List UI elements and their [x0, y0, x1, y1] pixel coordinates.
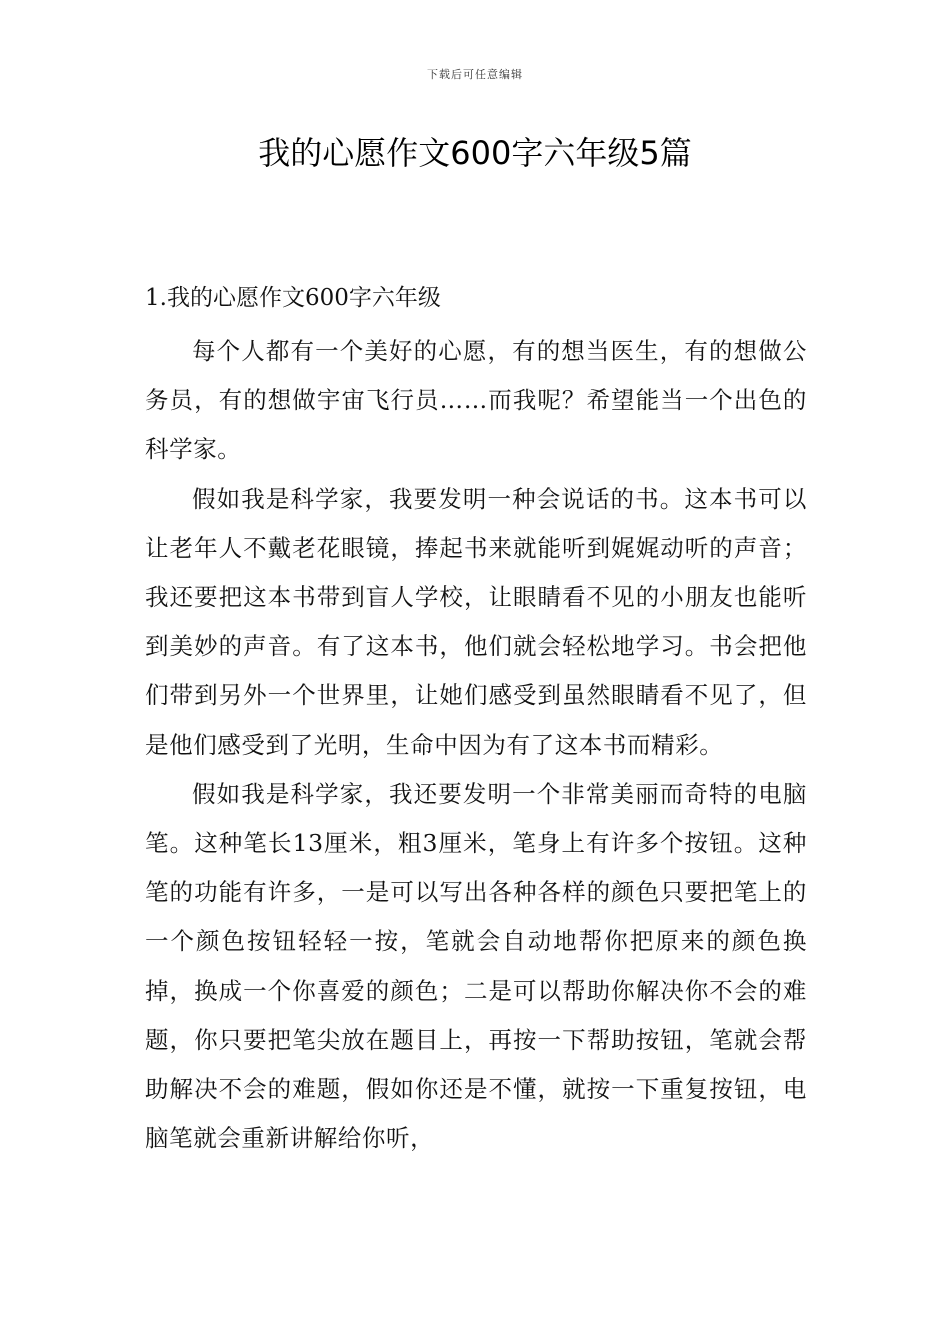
paragraph-2: 假如我是科学家，我要发明一种会说话的书。这本书可以让老年人不戴老花眼镜，捧起书来就能听到娓娓动听的声音；我还要把这本书带到盲人学校，让眼睛看不见的小朋友也能听到美妙的声音。有了这本书，他们就会轻松地学习。书会把他们带到另外一个世界里，让她们感受到虽然眼睛看不见了，但是他们感受到了光明，生命中因为有了这本书而精彩。 [145, 484, 807, 759]
document-title: 我的心愿作文600字六年级5篇 [258, 134, 692, 172]
paragraph-3: 假如我是科学家，我还要发明一个非常美丽而奇特的电脑笔。这种笔长13厘米，粗3厘米，笔身上有许多个按钮。这种笔的功能有许多，一是可以写出各种各样的颜色只要把笔上的一个颜色按钮轻轻一按，笔就会自动地帮你把原来的颜色换掉，换成一个你喜爱的颜色；二是可以帮助你解决你不会的难题，你只要把笔尖放在题目上，再按一下帮助按钮，笔就会帮助解决不会的难题，假如你还是不懂，就按一下重复按钮，电脑笔就会重新讲解给你听， [145, 779, 807, 1153]
header-note: 下载后可任意编辑 [427, 68, 523, 81]
section-heading: 1.我的心愿作文600字六年级 [145, 285, 441, 311]
document-body [145, 280, 807, 1163]
paragraph-1: 每个人都有一个美好的心愿，有的想当医生，有的想做公务员，有的想做宇宙飞行员……而我呢？希望能当一个出色的科学家。 [145, 337, 807, 464]
